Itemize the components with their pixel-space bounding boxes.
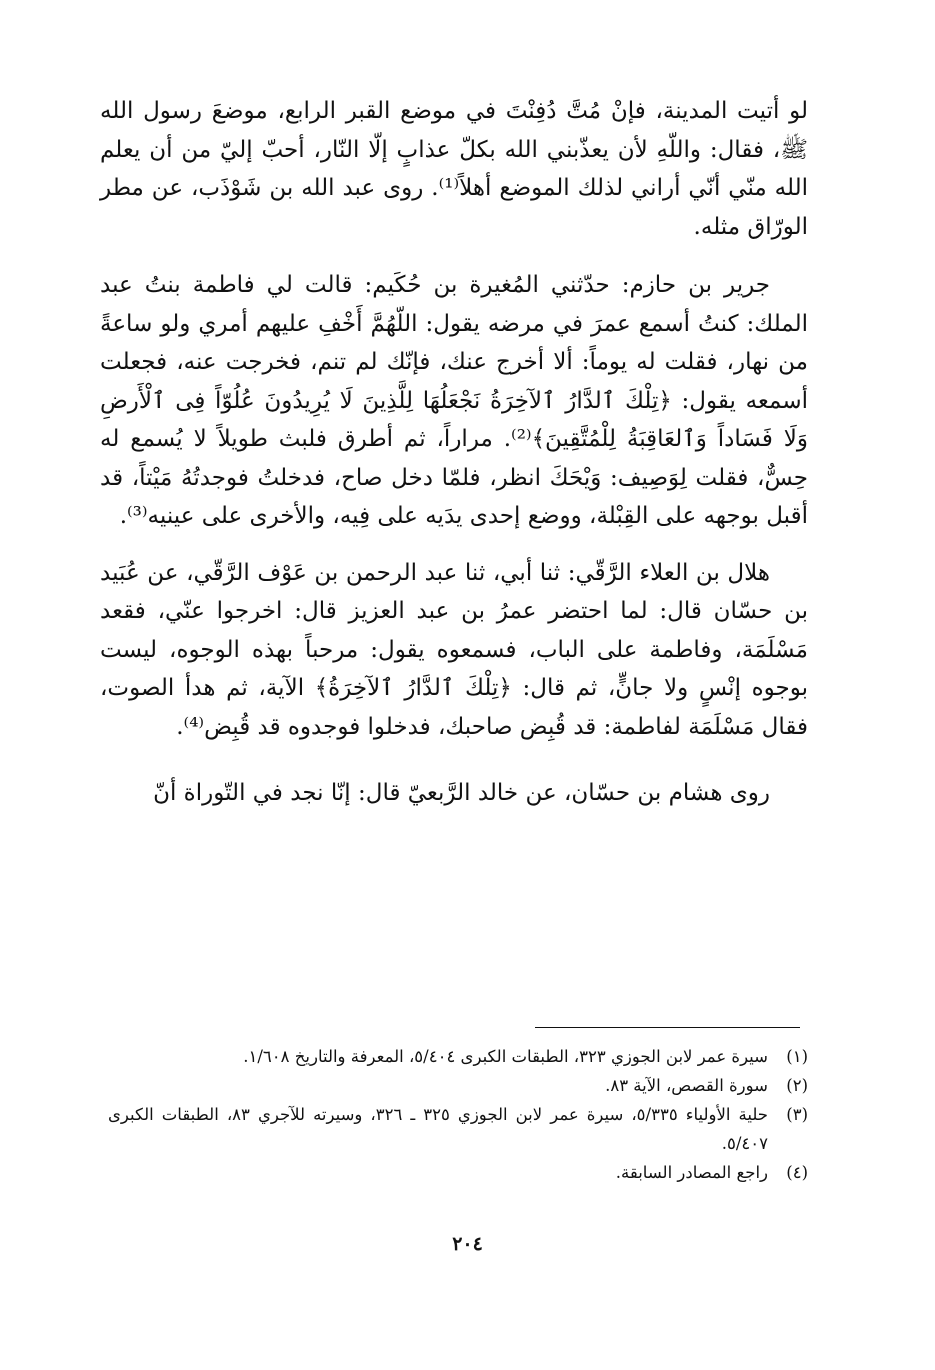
footnote-number: (٣) xyxy=(786,1105,808,1124)
footnote-divider xyxy=(535,1027,800,1028)
paragraph-4: روى هشام بن حسّان، عن خالد الرَّبعيّ قال: إنّا نجد في التّوراة أنّ xyxy=(153,780,770,806)
paragraph-3: هلال بن العلاء الرَّقّي: ثنا أبي، ثنا عبد الرحمن بن عَوْف الرَّقّي، عن عُبَيد بن حسّان قال: لما احتضر عمرُ بن عبد العزيز قال: اخرجوا عنّي، فقعد مَسْلَمَة، وفاطمة على الباب، فسمعوه يقول: مرحباً بهذه الوجوه، ليست بوجوه إنْسٍ ولا جانٍّ، ثم قال: ﴿تِلْكَ ٱلدَّارُ ٱلآخِرَةُ﴾ الآية، ثم هدأ الصوت، فقال مَسْلَمَة لفاطمة: قد قُبِض صاحبك، فدخلوا فوجدوه قد قُبِض⁽⁴⁾. xyxy=(100,559,808,740)
footnote-item xyxy=(108,1158,808,1187)
footnotes xyxy=(108,1042,808,1187)
paragraph-1: لو أتيت المدينة، فإنْ مُتَّ دُفِنْتَ في موضع القبر الرابع، موضعَ رسول الله ﷺ، فقال: واللّهِ لأن يعذّبني الله بكلّ عذابٍ إلّا النّار، أحبّ إليّ من أن يعلم الله منّي أنّي أراني لذلك الموضع أهلاً⁽¹⁾. روى عبد الله بن شَوْذَب، عن مطر الورّاق مثله. xyxy=(100,98,808,240)
page-number: ٢٠٤ xyxy=(452,1233,483,1255)
footnote-item xyxy=(108,1071,808,1100)
footnote-item xyxy=(108,1100,808,1158)
footnote-text: حلية الأولياء ٥/٣٣٥، سيرة عمر لابن الجوزي ٣٢٥ ـ ٣٢٦، وسيرته للآجري ٨٣، الطبقات الكبرى ٥/٤٠٧. xyxy=(108,1105,769,1153)
footnote-text: سورة القصص، الآية ٨٣. xyxy=(605,1076,768,1095)
footnote-text: سيرة عمر لابن الجوزي ٣٢٣، الطبقات الكبرى ٥/٤٠٤، المعرفة والتاريخ ١/٦٠٨. xyxy=(243,1047,768,1066)
main-text xyxy=(100,92,808,813)
footnote-item xyxy=(108,1042,808,1071)
footnote-text: راجع المصادر السابقة. xyxy=(615,1163,768,1182)
footnote-number: (٢) xyxy=(786,1076,808,1095)
paragraph-2: جرير بن حازم: حدّثني المُغيرة بن حُكَيم: قالت لي فاطمة بنتُ عبد الملك: كنتُ أسمع عمرَ في مرضه يقول: اللّهُمَّ أَخْفِ عليهم أمري ولو ساعةً من نهار، فقلت له يوماً: ألا أخرج عنك، فإنّك لم تنم، فخرجت عنه، فجعلت أسمعه يقول: ﴿تِلْكَ ٱلدَّارُ ٱلآخِرَةُ نَجْعَلُهَا لِلَّذِينَ لَا يُرِيدُونَ عُلُوّاً فِى ٱلْأَرضِ وَلَا فَسَاداً وَٱلعَاقِبَةُ لِلْمُتَّقِينَ﴾⁽²⁾. مراراً، ثم أطرق فلبث طويلاً لا يُسمع له حِسٌّ، فقلت لِوَصِيف: وَيْحَكَ انظر، فلمّا دخل صاح، فدخلتُ فوجدتُهُ مَيْتاً، قد أقبل بوجهه على القِبْلة، ووضع إحدى يدَيه على فِيه، والأخرى على عينيه⁽³⁾. xyxy=(100,272,808,529)
footnote-number: (٤) xyxy=(786,1163,808,1182)
footnote-number: (١) xyxy=(786,1047,808,1066)
